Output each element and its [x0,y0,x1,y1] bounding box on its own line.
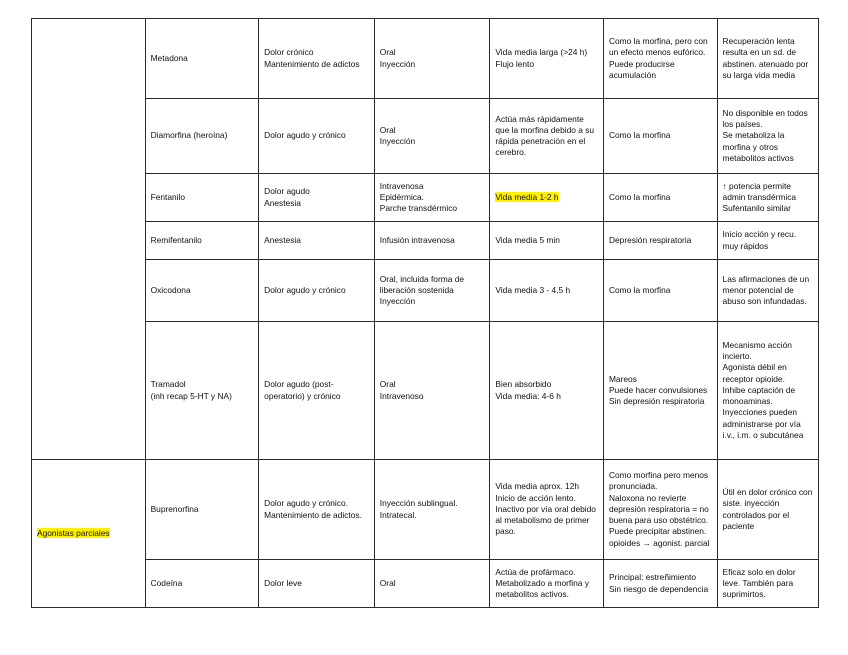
drug-cell: Codeína [145,560,259,608]
notes-cell: Mecanismo acción incierto. Agonista débil en receptor opioide. Inhibe captación de monoaminas. Inyecciones pueden administrarse por vía i.v., i.m. o subcutánea [717,322,818,460]
opioid-drugs-table [31,18,819,608]
pharmacokinetics-cell: Vida media 3 - 4,5 h [490,260,604,322]
pharmacokinetics-cell: Vida media 5 min [490,222,604,260]
drug-cell: Remifentanilo [145,222,259,260]
notes-cell: Eficaz solo en dolor leve. También para suprimirtos. [717,560,818,608]
use-cell: Dolor crónico Mantenimiento de adictos [259,19,375,99]
route-cell: Oral, incluida forma de liberación sostenida Inyección [374,260,490,322]
notes-cell: ↑ potencia permite admin transdérmica Sufentanilo similar [717,174,818,222]
use-cell: Dolor agudo Anestesia [259,174,375,222]
pharmacokinetics-cell: Actúa más rápidamente que la morfina debido a su rápida penetración en el cerebro. [490,99,604,174]
group-label: Agonistas parciales [37,527,110,538]
drug-cell: Fentanilo [145,174,259,222]
pharmacokinetics-cell: Vida media aprox. 12h Inicio de acción lento. Inactivo por vía oral debido al metabolismo de primer paso. [490,460,604,560]
table-row [32,99,819,174]
effects-cell: Principal: estreñimiento Sin riesgo de dependencia [603,560,717,608]
pharmacokinetics-cell: Vida media larga (>24 h) Flujo lento [490,19,604,99]
table-row [32,460,819,560]
table-row [32,174,819,222]
effects-cell: Depresión respiratoria [603,222,717,260]
notes-cell: Inicio acción y recu. muy rápidos [717,222,818,260]
route-cell: Inyección sublingual. Intratecal. [374,460,490,560]
group-cell [32,460,146,608]
effects-cell: Como la morfina [603,174,717,222]
use-cell: Dolor leve [259,560,375,608]
use-cell: Dolor agudo y crónico [259,260,375,322]
use-cell: Dolor agudo y crónico. Mantenimiento de adictos. [259,460,375,560]
pharmacokinetics-cell: Actúa de profármaco. Metabolizado a morfina y metabolitos activos. [490,560,604,608]
route-cell: Oral [374,560,490,608]
route-cell: Oral Inyección [374,99,490,174]
route-cell: Oral Intravenoso [374,322,490,460]
table-row [32,260,819,322]
notes-cell: Las afirmaciones de un menor potencial de abuso son infundadas. [717,260,818,322]
effects-cell: Como morfina pero menos pronunciada. Naloxona no revierte depresión respiratoria = no buena para uso obstétrico. Puede precipitar abstinen. opioides → agonist. parcial [603,460,717,560]
use-cell: Anestesia [259,222,375,260]
use-cell: Dolor agudo y crónico [259,99,375,174]
route-cell: Oral Inyección [374,19,490,99]
effects-cell: Como la morfina [603,99,717,174]
drug-cell: Metadona [145,19,259,99]
effects-cell: Como la morfina, pero con un efecto menos eufórico. Puede producirse acumulación [603,19,717,99]
drug-cell: Tramadol (inh recap 5-HT y NA) [145,322,259,460]
effects-cell: Mareos Puede hacer convulsiones Sin depresión respiratoria [603,322,717,460]
table-row [32,560,819,608]
table-row [32,19,819,99]
drug-cell: Oxicodona [145,260,259,322]
pharmacokinetics-cell: Bien absorbido Vida media: 4-6 h [490,322,604,460]
route-cell: Intravenosa Epidérmica. Parche transdérmico [374,174,490,222]
notes-cell: Útil en dolor crónico con siste. inyección controlados por el paciente [717,460,818,560]
table-row [32,222,819,260]
group-cell [32,19,146,460]
notes-cell: No disponible en todos los países. Se metaboliza la morfina y otros metabolitos activos [717,99,818,174]
use-cell: Dolor agudo (post-operatorio) y crónico [259,322,375,460]
route-cell: Infusión intravenosa [374,222,490,260]
highlighted-half-life: Vida media 1-2 h [495,191,559,202]
table-row [32,322,819,460]
pharmacokinetics-cell [490,174,604,222]
drug-cell: Diamorfina (heroína) [145,99,259,174]
notes-cell: Recuperación lenta resulta en un sd. de abstinen. atenuado por su larga vida media [717,19,818,99]
drug-cell: Buprenorfina [145,460,259,560]
effects-cell: Como la morfina [603,260,717,322]
